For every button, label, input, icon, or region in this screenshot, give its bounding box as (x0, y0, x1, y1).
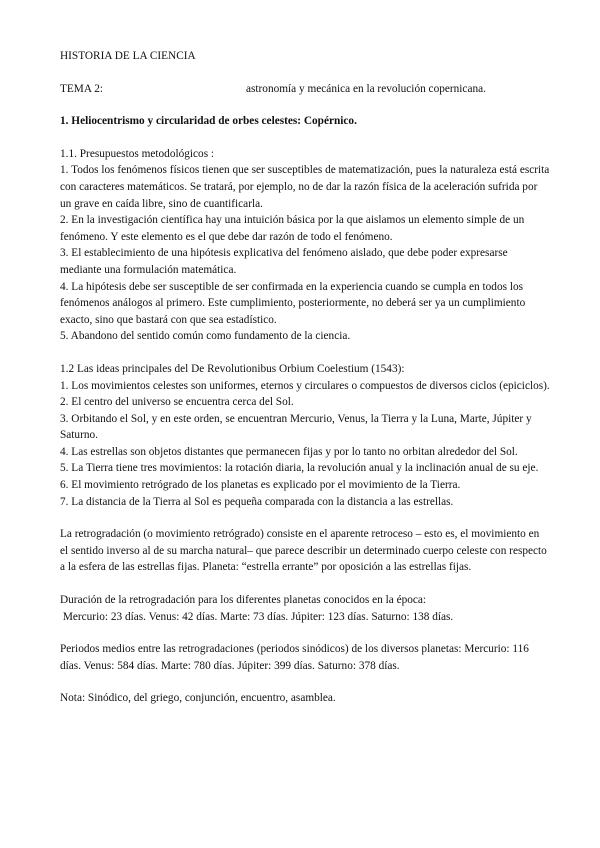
synodic-periods-paragraph: Periodos medios entre las retrogradaciones (periodos sinódicos) de los diversos planetas: Mercurio: 116 días. Venus: 584 días. Marte: 780 días. Júpiter: 399 días. Saturno: 378 días. (60, 643, 529, 672)
list-item: 1. Los movimientos celestes son uniformes, eternos y circulares o compuestos de diversos ciclos (epiciclos). (60, 379, 550, 392)
list-item: 2. En la investigación científica hay una intuición básica por la que aislamos un elemento simple de un fenómeno. Y este elemento es el que debe dar razón de todo el fenómeno. (60, 214, 525, 243)
list-item: 5. Abandono del sentido común como fundamento de la ciencia. (60, 330, 351, 343)
course-title: HISTORIA DE LA CIENCIA (60, 50, 196, 62)
list-item: 5. La Tierra tiene tres movimientos: la rotación diaria, la revolución anual y la inclinación anual de su eje. (60, 462, 539, 475)
subsection-title-2: 1.2 Las ideas principales del De Revolutionibus Orbium Coelestium (1543): (60, 362, 405, 375)
section-heading: 1. Heliocentrismo y circularidad de orbes celestes: Copérnico. (60, 115, 357, 128)
tema-line (60, 81, 550, 98)
tema-label: TEMA 2: (60, 82, 103, 95)
list-item: 4. La hipótesis debe ser susceptible de ser confirmada en la experiencia cuando se cumpla en todos los fenómenos análogos al primero. Este cumplimiento, posteriormente, no deberá ser ya un cumplimiento exacto, sino que bastará con que sea estadístico. (60, 280, 526, 326)
list-item: 2. El centro del universo se encuentra cerca del Sol. (60, 396, 294, 409)
retrogradation-paragraph: La retrogradación (o movimiento retrógrado) consiste en el aparente retroceso – esto es, el movimiento en el sentido inverso al de su marcha natural– que parece describir un determinado cuerpo celeste con respecto a la esfera de las estrellas fijas. Planeta: “estrella errante” por oposición a las estrellas fijas. (60, 528, 547, 574)
document-page (60, 48, 550, 707)
duration-intro: Duración de la retrogradación para los diferentes planetas conocidos en la época: (60, 594, 427, 607)
tema-title: astronomía y mecánica en la revolución copernicana. (246, 82, 486, 95)
note-paragraph: Nota: Sinódico, del griego, conjunción, encuentro, asamblea. (60, 692, 336, 705)
duration-values: Mercurio: 23 días. Venus: 42 días. Marte: 73 días. Júpiter: 123 días. Saturno: 138 días. (60, 610, 454, 623)
list-item: 3. Orbitando el Sol, y en este orden, se encuentran Mercurio, Venus, la Tierra y la Luna, Marte, Júpiter y Saturno. (60, 412, 532, 442)
list-item: 1. Todos los fenómenos físicos tienen que ser susceptibles de matematización, pues la naturaleza está escrita con caracteres matemáticos. Se tratará, por ejemplo, no de dar la razón física de la aceleración sufrida por un grave en caída libre, sino de cuantificarla. (60, 164, 550, 210)
list-item: 6. El movimiento retrógrado de los planetas es explicado por el movimiento de la Tierra. (60, 479, 461, 492)
list-item: 3. El establecimiento de una hipótesis explicativa del fenómeno aislado, que debe poder expresarse mediante una formulación matemática. (60, 247, 508, 276)
subsection-title-1: 1.1. Presupuestos metodológicos : (60, 147, 215, 160)
list-item: 4. Las estrellas son objetos distantes que permanecen fijas y por lo tanto no orbitan alrededor del Sol. (60, 445, 518, 458)
list-item: 7. La distancia de la Tierra al Sol es pequeña comparada con la distancia a las estrellas. (60, 495, 454, 508)
